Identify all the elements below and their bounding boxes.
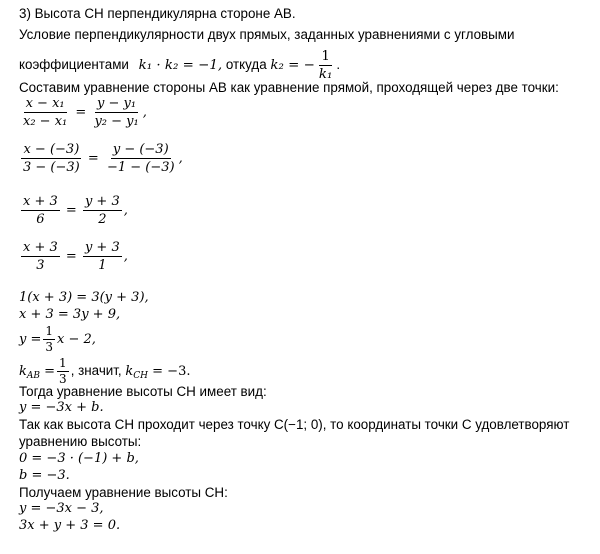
k-ab-denominator: 3 [59,372,67,386]
two-point-line-equation [19,96,147,129]
height-equation-intro: Тогда уравнение высоты CH имеет вид: [19,384,267,399]
whence-word: откуда [225,57,267,73]
slope-numerator: 1 [45,324,54,338]
rhs-numerator: y + 3 [84,194,120,209]
k-letter: k [19,364,27,380]
lhs-denominator: 6 [36,212,45,227]
k-ch-symbol [125,364,149,382]
lhs-denominator: 3 [36,258,45,273]
height-equation-general: y = −3x + b. [19,400,104,415]
rhs-denominator: 1 [98,258,107,273]
passes-through-point-c: Так как высота CH проходит через точку C(−1; 0), то координаты точки C удовлетворяют [19,417,570,432]
equals-sign: = [65,249,77,264]
lhs-denominator: x₂ − x₁ [23,114,68,129]
result-slope-form: y = −3x − 3, [19,501,104,516]
therefore-word: значит, [74,363,126,379]
heading: 3) Высота CH перпендикулярна стороне AB. [19,6,296,21]
equals-sign: = [65,203,77,218]
rhs-denominator: −1 − (−3) [106,160,175,175]
lhs-numerator: x + 3 [23,194,58,209]
k2-denominator: k₁ [318,67,333,82]
k-ab-subscript: AB [26,371,41,382]
slope-denominator: 3 [45,340,54,354]
rhs-numerator: y − y₁ [97,96,137,111]
simplified-equation-2 [19,240,128,273]
substituted-points-equation [19,142,183,175]
perpendicularity-relation: k₁ · k₂ = −1, [138,58,223,74]
rhs-fraction [83,240,122,273]
perpendicularity-condition-line2 [19,49,340,82]
b-value: b = −3. [19,468,70,483]
rhs-fraction [105,142,177,175]
comma: , [70,363,75,379]
ab-equation-intro: Составим уравнение стороны AB как уравнение прямой, проходящей через две точки: [19,80,559,95]
lhs-numerator: x − (−3) [23,142,80,157]
step-cross-multiply: 1(x + 3) = 3(y + 3), [19,290,149,305]
slope-form-lhs: y = [19,332,42,347]
coefficients-word: коэффициентами [19,57,129,73]
step-slope-form [19,325,96,354]
slopes-line [19,357,190,386]
k2-fraction [317,49,334,82]
period: . [336,57,341,73]
k-ab-symbol [19,364,41,382]
perpendicularity-condition-line1: Условие перпендикулярности двух прямых, заданных уравнениями с угловыми [19,27,515,42]
comma: , [123,203,128,218]
rhs-fraction [92,96,140,129]
passes-through-point-c-cont: уравнению высоты: [19,434,142,449]
lhs-numerator: x − x₁ [25,96,65,111]
comma: , [123,249,128,264]
lhs-denominator: 3 − (−3) [23,160,80,175]
k2-lhs: k₂ = − [270,58,315,74]
rhs-numerator: y + 3 [84,240,120,255]
slope-fraction [43,325,55,354]
rhs-denominator: y₂ − y₁ [94,114,139,129]
rhs-fraction [83,194,122,227]
rhs-numerator: y − (−3) [112,142,169,157]
equals-sign: = [40,364,56,380]
result-general-form: 3x + y + 3 = 0. [19,518,121,533]
k2-numerator: 1 [321,49,330,64]
lhs-fraction [21,142,82,175]
comma: , [142,105,147,120]
equals-sign: = [75,105,87,120]
k-ch-subscript: CH [133,371,149,382]
k-letter: k [125,364,134,380]
lhs-numerator: x + 3 [23,240,58,255]
lhs-fraction [21,96,69,129]
rhs-denominator: 2 [98,212,107,227]
k-ab-numerator: 1 [59,356,67,370]
substitution-step: 0 = −3 · (−1) + b, [19,451,139,466]
simplified-equation-1 [19,194,128,227]
lhs-fraction [21,194,60,227]
lhs-fraction [21,240,60,273]
k-ab-fraction [57,357,69,386]
equals-sign: = [87,151,99,166]
comma: , [178,151,183,166]
k-ch-value: = −3. [148,364,191,380]
step-expand: x + 3 = 3y + 9, [19,307,121,322]
slope-form-rhs: x − 2, [57,332,96,347]
result-intro: Получаем уравнение высоты CH: [19,485,228,500]
